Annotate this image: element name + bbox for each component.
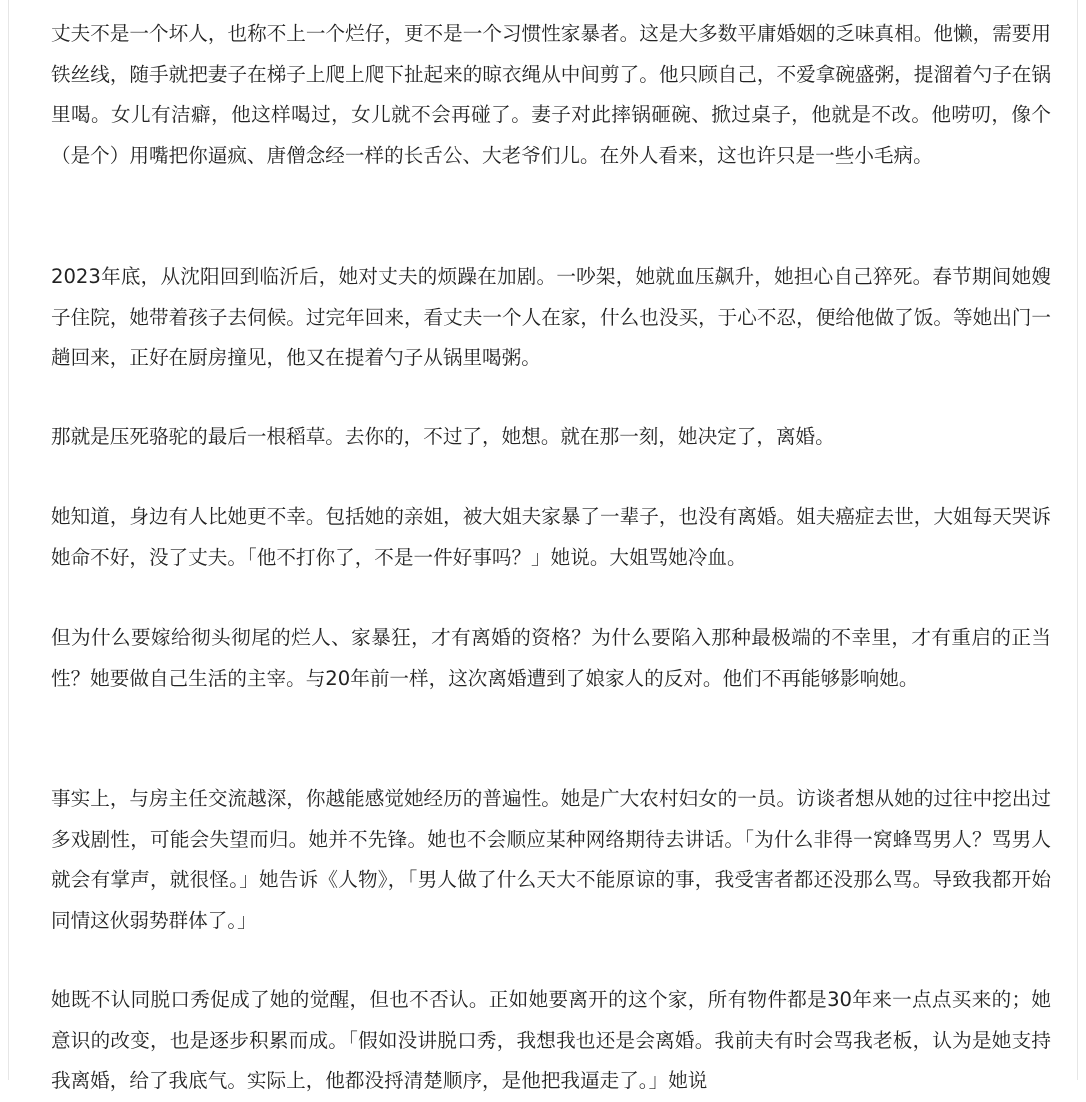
paragraph-5: 但为什么要嫁给彻头彻尾的烂人、家暴狂，才有离婚的资格？为什么要陷入那种最极端的不幸里，才有重启的正当性？她要做自己生活的主宰。与20年前一样，这次离婚遭到了娘家人的反对。他们不再能够影响她。 — [51, 626, 1051, 690]
paragraph-2: 2023年底，从沈阳回到临沂后，她对丈夫的烦躁在加剧。一吵架，她就血压飙升，她担心自己猝死。春节期间她嫂子住院，她带着孩子去伺候。过完年回来，看丈夫一个人在家，什么也没买，于心不忍，便给他做了饭。等她出门一趟回来，正好在厨房撞见，他又在提着勺子从锅里喝粥。 — [51, 265, 1051, 369]
paragraph-1: 丈夫不是一个坏人，也称不上一个烂仔，更不是一个习惯性家暴者。这是大多数平庸婚姻的乏味真相。他懒，需要用铁丝线，随手就把妻子在梯子上爬上爬下扯起来的晾衣绳从中间剪了。他只顾自己，不爱拿碗盛粥，提溜着勺子在锅里喝。女儿有洁癖，他这样喝过，女儿就不会再碰了。妻子对此摔锅砸碗、掀过桌子，他就是不改。他唠叨，像个（是个）用嘴把你逼疯、唐僧念经一样的长舌公、大老爷们儿。在外人看来，这也许只是一些小毛病。 — [51, 22, 1051, 167]
paragraph-4: 她知道，身边有人比她更不幸。包括她的亲姐，被大姐夫家暴了一辈子，也没有离婚。姐夫癌症去世，大姐每天哭诉她命不好，没了丈夫。「他不打你了，不是一件好事吗？」她说。大姐骂她冷血。 — [51, 505, 1051, 569]
paragraph-6: 事实上，与房主任交流越深，你越能感觉她经历的普遍性。她是广大农村妇女的一员。访谈者想从她的过往中挖出过多戏剧性，可能会失望而归。她并不先锋。她也不会顺应某种网络期待去讲话。「为什么非得一窝蜂骂男人？骂男人就会有掌声，就很怪。」她告诉《人物》，「男人做了什么天大不能原谅的事，我受害者都还没那么骂。导致我都开始同情这伙弱势群体了。」 — [51, 787, 1051, 932]
paragraph-3: 那就是压死骆驼的最后一根稻草。去你的，不过了，她想。就在那一刻，她决定了，离婚。 — [51, 425, 835, 448]
paragraph-7: 她既不认同脱口秀促成了她的觉醒，但也不否认。正如她要离开的这个家，所有物件都是30年来一点点买来的；她意识的改变，也是逐步积累而成。「假如没讲脱口秀，我想我也还是会离婚。我前夫有时会骂我老板，认为是她支持我离婚，给了我底气。实际上，他都没捋清楚顺序，是他把我逼走了。」她说 — [51, 988, 1051, 1092]
